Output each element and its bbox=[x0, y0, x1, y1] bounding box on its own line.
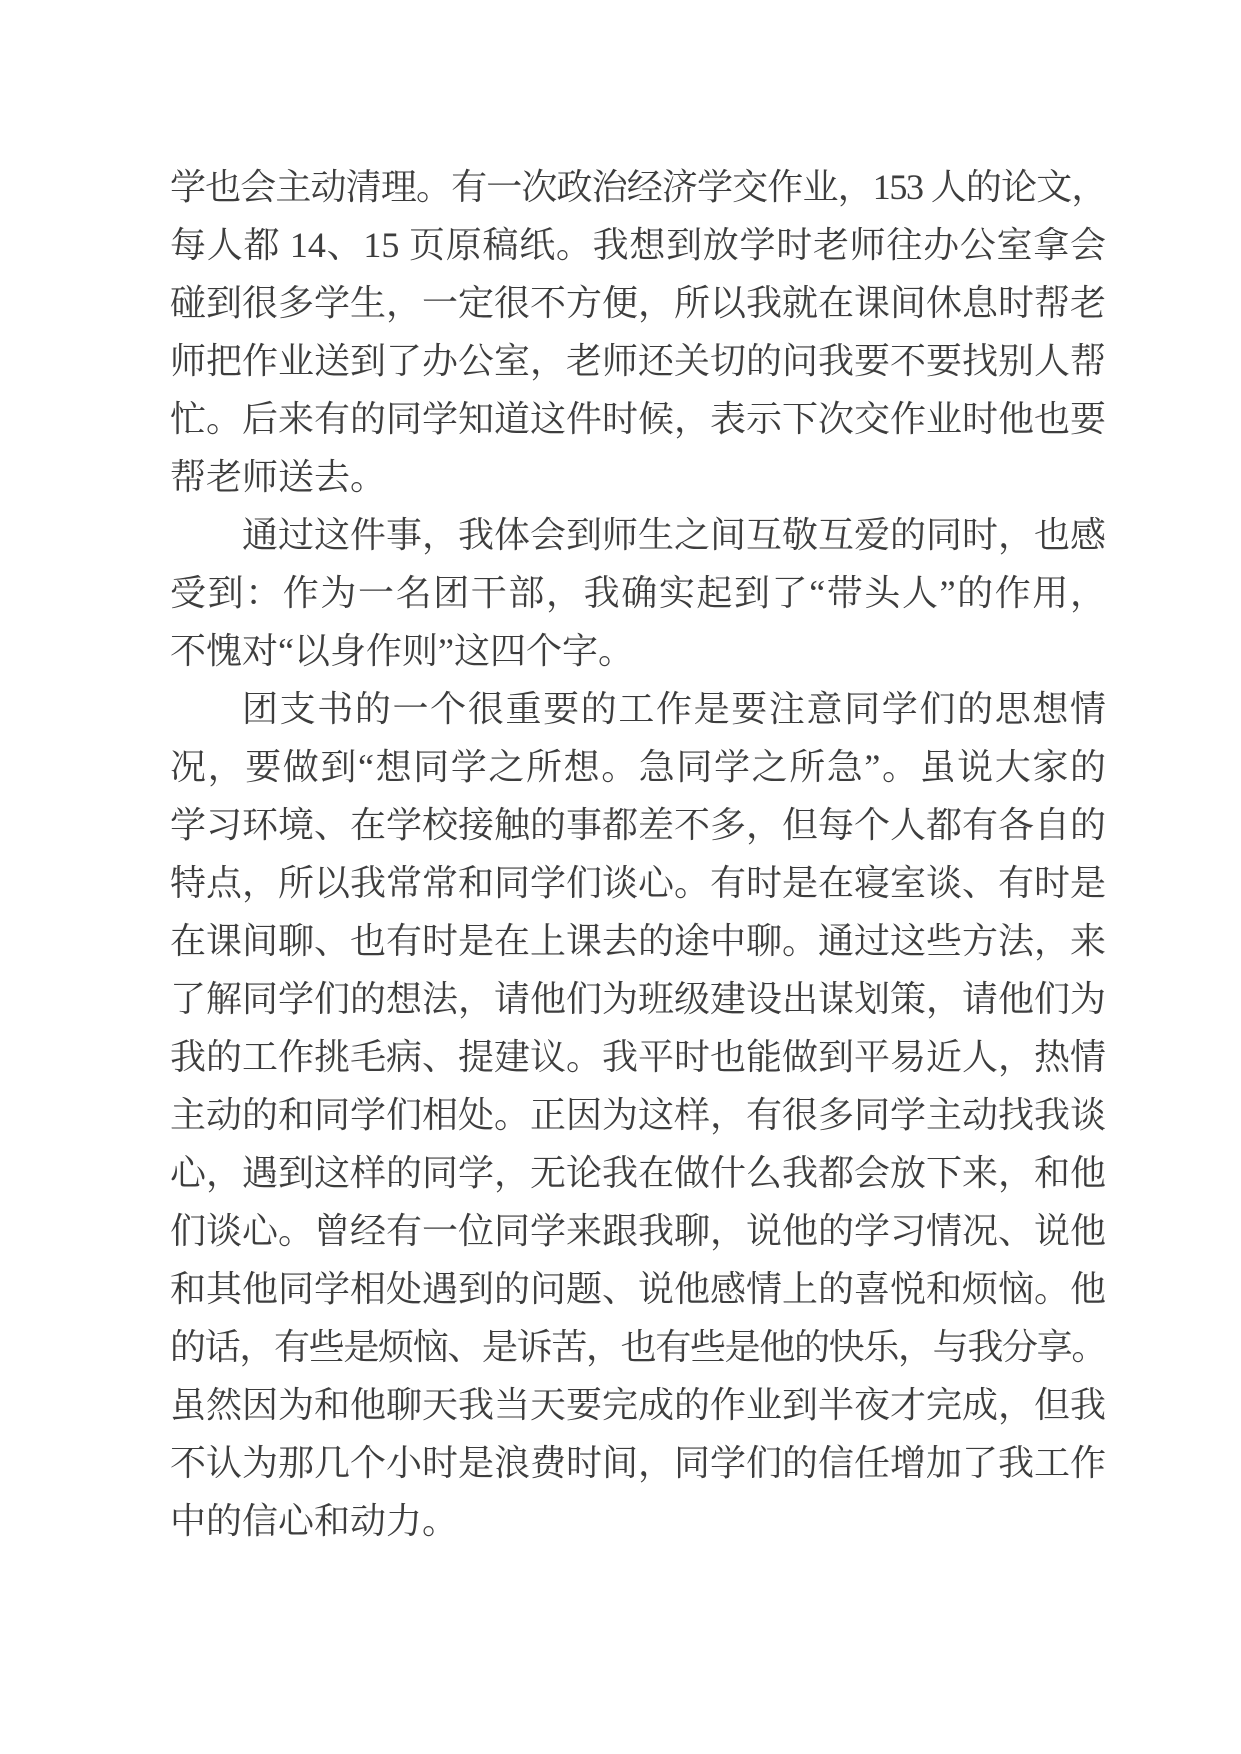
paragraph bbox=[170, 680, 1106, 1550]
paragraph bbox=[170, 506, 1106, 680]
text-line: 学习环境、在学校接触的事都差不多，但每个人都有各自的 bbox=[170, 805, 1107, 845]
text-line: 们谈心。曾经有一位同学来跟我聊，说他的学习情况、说他 bbox=[170, 1211, 1107, 1251]
text-line: 了解同学们的想法，请他们为班级建设出谋划策，请他们为 bbox=[170, 979, 1107, 1019]
text-line: 每人都 14、15 页原稿纸。我想到放学时老师往办公室拿会 bbox=[170, 225, 1106, 265]
text-line: 受到：作为一名团干部，我确实起到了“带头人”的作用， bbox=[170, 573, 1106, 613]
text-line: 在课间聊、也有时是在上课去的途中聊。通过这些方法，来 bbox=[170, 921, 1107, 961]
text-line: 帮老师送去。 bbox=[170, 457, 387, 497]
text-line: 况，要做到“想同学之所想。急同学之所急”。虽说大家的 bbox=[170, 747, 1106, 787]
text-line: 虽然因为和他聊天我当天要完成的作业到半夜才完成，但我 bbox=[170, 1385, 1107, 1425]
text-line: 师把作业送到了办公室，老师还关切的问我要不要找别人帮 bbox=[170, 341, 1107, 381]
text-line: 心，遇到这样的同学，无论我在做什么我都会放下来，和他 bbox=[170, 1153, 1107, 1193]
text-line: 我的工作挑毛病、提建议。我平时也能做到平易近人，热情 bbox=[170, 1037, 1107, 1077]
text-line: 特点，所以我常常和同学们谈心。有时是在寝室谈、有时是 bbox=[170, 863, 1107, 903]
text-line: 团支书的一个很重要的工作是要注意同学们的思想情 bbox=[242, 689, 1106, 729]
text-line: 和其他同学相处遇到的问题、说他感情上的喜悦和烦恼。他 bbox=[170, 1269, 1107, 1309]
text-line: 忙。后来有的同学知道这件时候，表示下次交作业时他也要 bbox=[170, 399, 1107, 439]
text-line: 不认为那几个小时是浪费时间，同学们的信任增加了我工作 bbox=[170, 1443, 1107, 1483]
text-line: 主动的和同学们相处。正因为这样，有很多同学主动找我谈 bbox=[170, 1095, 1107, 1135]
text-line: 碰到很多学生，一定很不方便，所以我就在课间休息时帮老 bbox=[170, 283, 1107, 323]
text-line: 不愧对“以身作则”这四个字。 bbox=[170, 631, 634, 671]
paragraph bbox=[170, 158, 1106, 506]
text-line: 通过这件事，我体会到师生之间互敬互爱的同时，也感 bbox=[242, 515, 1107, 555]
text-line: 学也会主动清理。有一次政治经济学交作业，153 人的论文， bbox=[170, 167, 1106, 207]
text-line: 的话，有些是烦恼、是诉苦，也有些是他的快乐，与我分享。 bbox=[170, 1327, 1106, 1367]
text-line: 中的信心和动力。 bbox=[170, 1501, 459, 1541]
